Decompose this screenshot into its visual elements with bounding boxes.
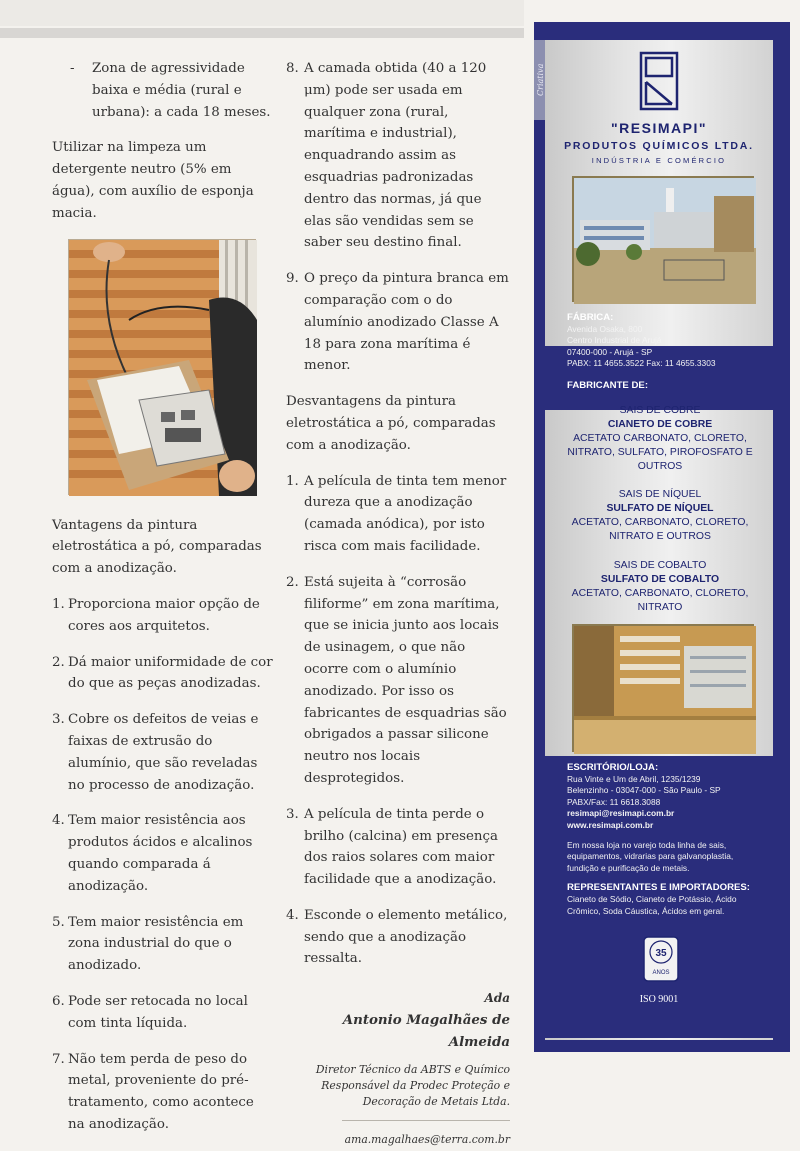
product-group-nickel (567, 488, 753, 544)
list-item (52, 912, 274, 977)
disadvantages-heading: Desvantagens da pintura eletrostática a pó, comparadas com a anodização. (286, 394, 496, 453)
item-number: 9. (286, 271, 299, 287)
item-text: Está sujeita à “corrosão filiforme” em zona marítima, que se inicia junto aos locais de usinagem, o que não ocorre com o alumínio anodizado. Por isso os fabricantes de esquadrias são obrigados a passar silicone neutro nos locais desprotegidos. (304, 574, 507, 786)
resimapi-logo (640, 52, 678, 110)
factory-info (567, 312, 767, 370)
product-highlight: CIANETO DE COBRE (607, 419, 713, 430)
article-column-1 (52, 58, 274, 1150)
item-number: 1. (286, 473, 299, 489)
item-text: Tem maior resistência em zona industrial do que o anodizado. (68, 914, 244, 974)
product-family: SAIS DE COBALTO (613, 560, 707, 571)
factory-line: Centro Industrial de Arujá (567, 335, 662, 346)
author-name: Antonio Magalhães de Almeida (342, 1012, 510, 1051)
item-text: Não tem perda de peso do metal, proveniente do pré-tratamento, como acontece na anodização. (68, 1051, 254, 1132)
factory-phone: PABX: 11 4655.3522 Fax: 11 4655.3303 (567, 358, 716, 369)
cert-word: ANOS (652, 970, 670, 976)
list-item (52, 652, 274, 696)
product-list: ACETATO CARBONATO, CLORETO, NITRATO, SULFATO, PIROFOSFATO E OUTROS (567, 433, 753, 472)
list-item (52, 709, 274, 796)
author-signature (286, 988, 510, 1150)
cleaning-paragraph: Utilizar na limpeza um detergente neutro (5% em água), com auxílio de esponja macia. (52, 140, 254, 221)
office-website[interactable]: www.resimapi.com.br (567, 819, 654, 830)
office-heading: ESCRITÓRIO/LOJA: (567, 762, 659, 773)
author-email[interactable]: ama.magalhaes@terra.com.br (342, 1120, 510, 1151)
item-number: 3. (52, 712, 65, 728)
office-line: Belenzinho - 03047-000 - São Paulo - SP (567, 785, 721, 796)
office-line: Rua Vinte e Um de Abril, 1235/1239 (567, 773, 701, 784)
author-role-line: Diretor Técnico da ABTS e Químico (315, 1062, 510, 1076)
list-item (286, 268, 510, 377)
item-text: Cobre os defeitos de veias e faixas de extrusão do alumínio, que são reveladas no processo de anodização. (68, 712, 259, 793)
cert-number: 35 (655, 948, 667, 959)
item-text: Esconde o elemento metálico, sendo que a anodização ressalta. (304, 907, 508, 967)
top-rule (0, 28, 524, 38)
brand-tagline: INDÚSTRIA E COMÉRCIO (591, 156, 727, 165)
item-text: A película de tinta perde o brilho (calcina) em presença dos raios solares com maior facilidade que a anodização. (304, 806, 499, 888)
product-highlight: SULFATO DE COBALTO (600, 574, 720, 585)
item-number: 2. (52, 654, 65, 670)
item-number: 3. (286, 806, 299, 822)
office-email[interactable]: resimapi@resimapi.com.br (567, 808, 675, 819)
product-highlight: SULFATO DE NÍQUEL (606, 503, 714, 514)
item-number: 6. (52, 993, 65, 1009)
list-item (52, 810, 274, 897)
author-role-line: Decoração de Metais Ltda. (362, 1094, 510, 1108)
list-item (286, 905, 510, 970)
iso-label: ISO 9001 (639, 994, 679, 1005)
advantages-heading: Vantagens da pintura eletrostática a pó, comparadas com a anodização. (52, 517, 262, 577)
store-note: Em nossa loja no varejo toda linha de sais, equipamentos, vidrarias para galvanoplastia, fundição e purificação de metais. (567, 839, 734, 873)
maker-heading-wrap (567, 380, 767, 392)
product-family: SAIS DE NÍQUEL (618, 489, 702, 500)
list-item (286, 58, 510, 254)
factory-heading: FÁBRICA: (567, 312, 614, 323)
list-item (52, 991, 274, 1035)
item-text: A película de tinta tem menor dureza que a anodização (camada anódica), por isto risca com mais facilidade. (304, 473, 507, 554)
factory-line: 07400-000 - Arujá - SP (567, 346, 653, 357)
reps-text: Cianeto de Sódio, Cianeto de Potássio, Ácido Crômico, Soda Cáustica, Ácidos em geral. (567, 893, 737, 916)
product-group-copper (567, 404, 753, 474)
list-item (286, 804, 510, 891)
store-photo (572, 624, 754, 752)
reps-heading: REPRESENTANTES E IMPORTADORES: (567, 882, 751, 894)
item-number: 5. (52, 914, 65, 930)
product-family: SAIS DE COBRE (619, 405, 701, 416)
list-item (286, 471, 510, 558)
item-text: O preço da pintura branca em comparação com o do alumínio anodizado Classe A 18 para zona marítima é menor. (304, 271, 509, 374)
item-text: A camada obtida (40 a 120 μm) pode ser usada em qualquer zona (rural, marítima e industrial), enquadrando assim as esquadrias padronizadas dentro das normas, já que elas são vendidas sem se saber seu destino final. (304, 61, 487, 251)
dash-bullet: - (70, 61, 75, 76)
office-info (567, 762, 767, 917)
item-text: Pode ser retocada no local com tinta líquida. (68, 993, 248, 1031)
factory-line: Avenida Osaka, 800 (567, 323, 643, 334)
list-item (52, 594, 274, 638)
brand-name: "RESIMAPI" (611, 120, 707, 136)
product-group-cobalt (567, 559, 753, 615)
factory-photo (572, 176, 754, 302)
author-role-line: Responsável da Prodec Proteção e (321, 1078, 510, 1092)
list-item (52, 1049, 274, 1136)
article-column-2 (286, 58, 510, 1151)
list-item-text: Zona de agressividade baixa e média (rural e urbana): a cada 18 meses. (92, 61, 271, 120)
item-number: 2. (286, 574, 299, 590)
item-text: Proporciona maior opção de cores aos arquitetos. (68, 596, 260, 634)
signature-mark: Ada (484, 991, 510, 1006)
measurement-photo (68, 239, 256, 495)
office-line: PABX/Fax: 11 6618.3088 (567, 796, 661, 807)
product-list: ACETATO, CARBONATO, CLORETO, NITRATO E OUTROS (571, 517, 749, 542)
certification-seal-icon (643, 936, 679, 982)
item-number: 4. (52, 813, 65, 829)
item-number: 4. (286, 907, 299, 923)
item-number: 7. (52, 1051, 65, 1067)
brand-subtitle: PRODUTOS QUÍMICOS LTDA. (564, 140, 754, 152)
item-text: Tem maior resistência aos produtos ácidos e alcalinos quando comparada á anodização. (68, 813, 253, 894)
list-item-zone (52, 58, 274, 123)
maker-heading: FABRICANTE DE: (567, 380, 649, 391)
item-text: Dá maior uniformidade de cor do que as peças anodizadas. (68, 654, 273, 692)
top-band (0, 0, 524, 26)
ad-side-tab (534, 40, 545, 120)
ad-side-tab-label: Criativa (536, 63, 545, 96)
item-number: 8. (286, 61, 299, 76)
product-list: ACETATO, CARBONATO, CLORETO, NITRATO (571, 588, 749, 613)
list-item (286, 572, 510, 790)
item-number: 1. (52, 596, 65, 612)
